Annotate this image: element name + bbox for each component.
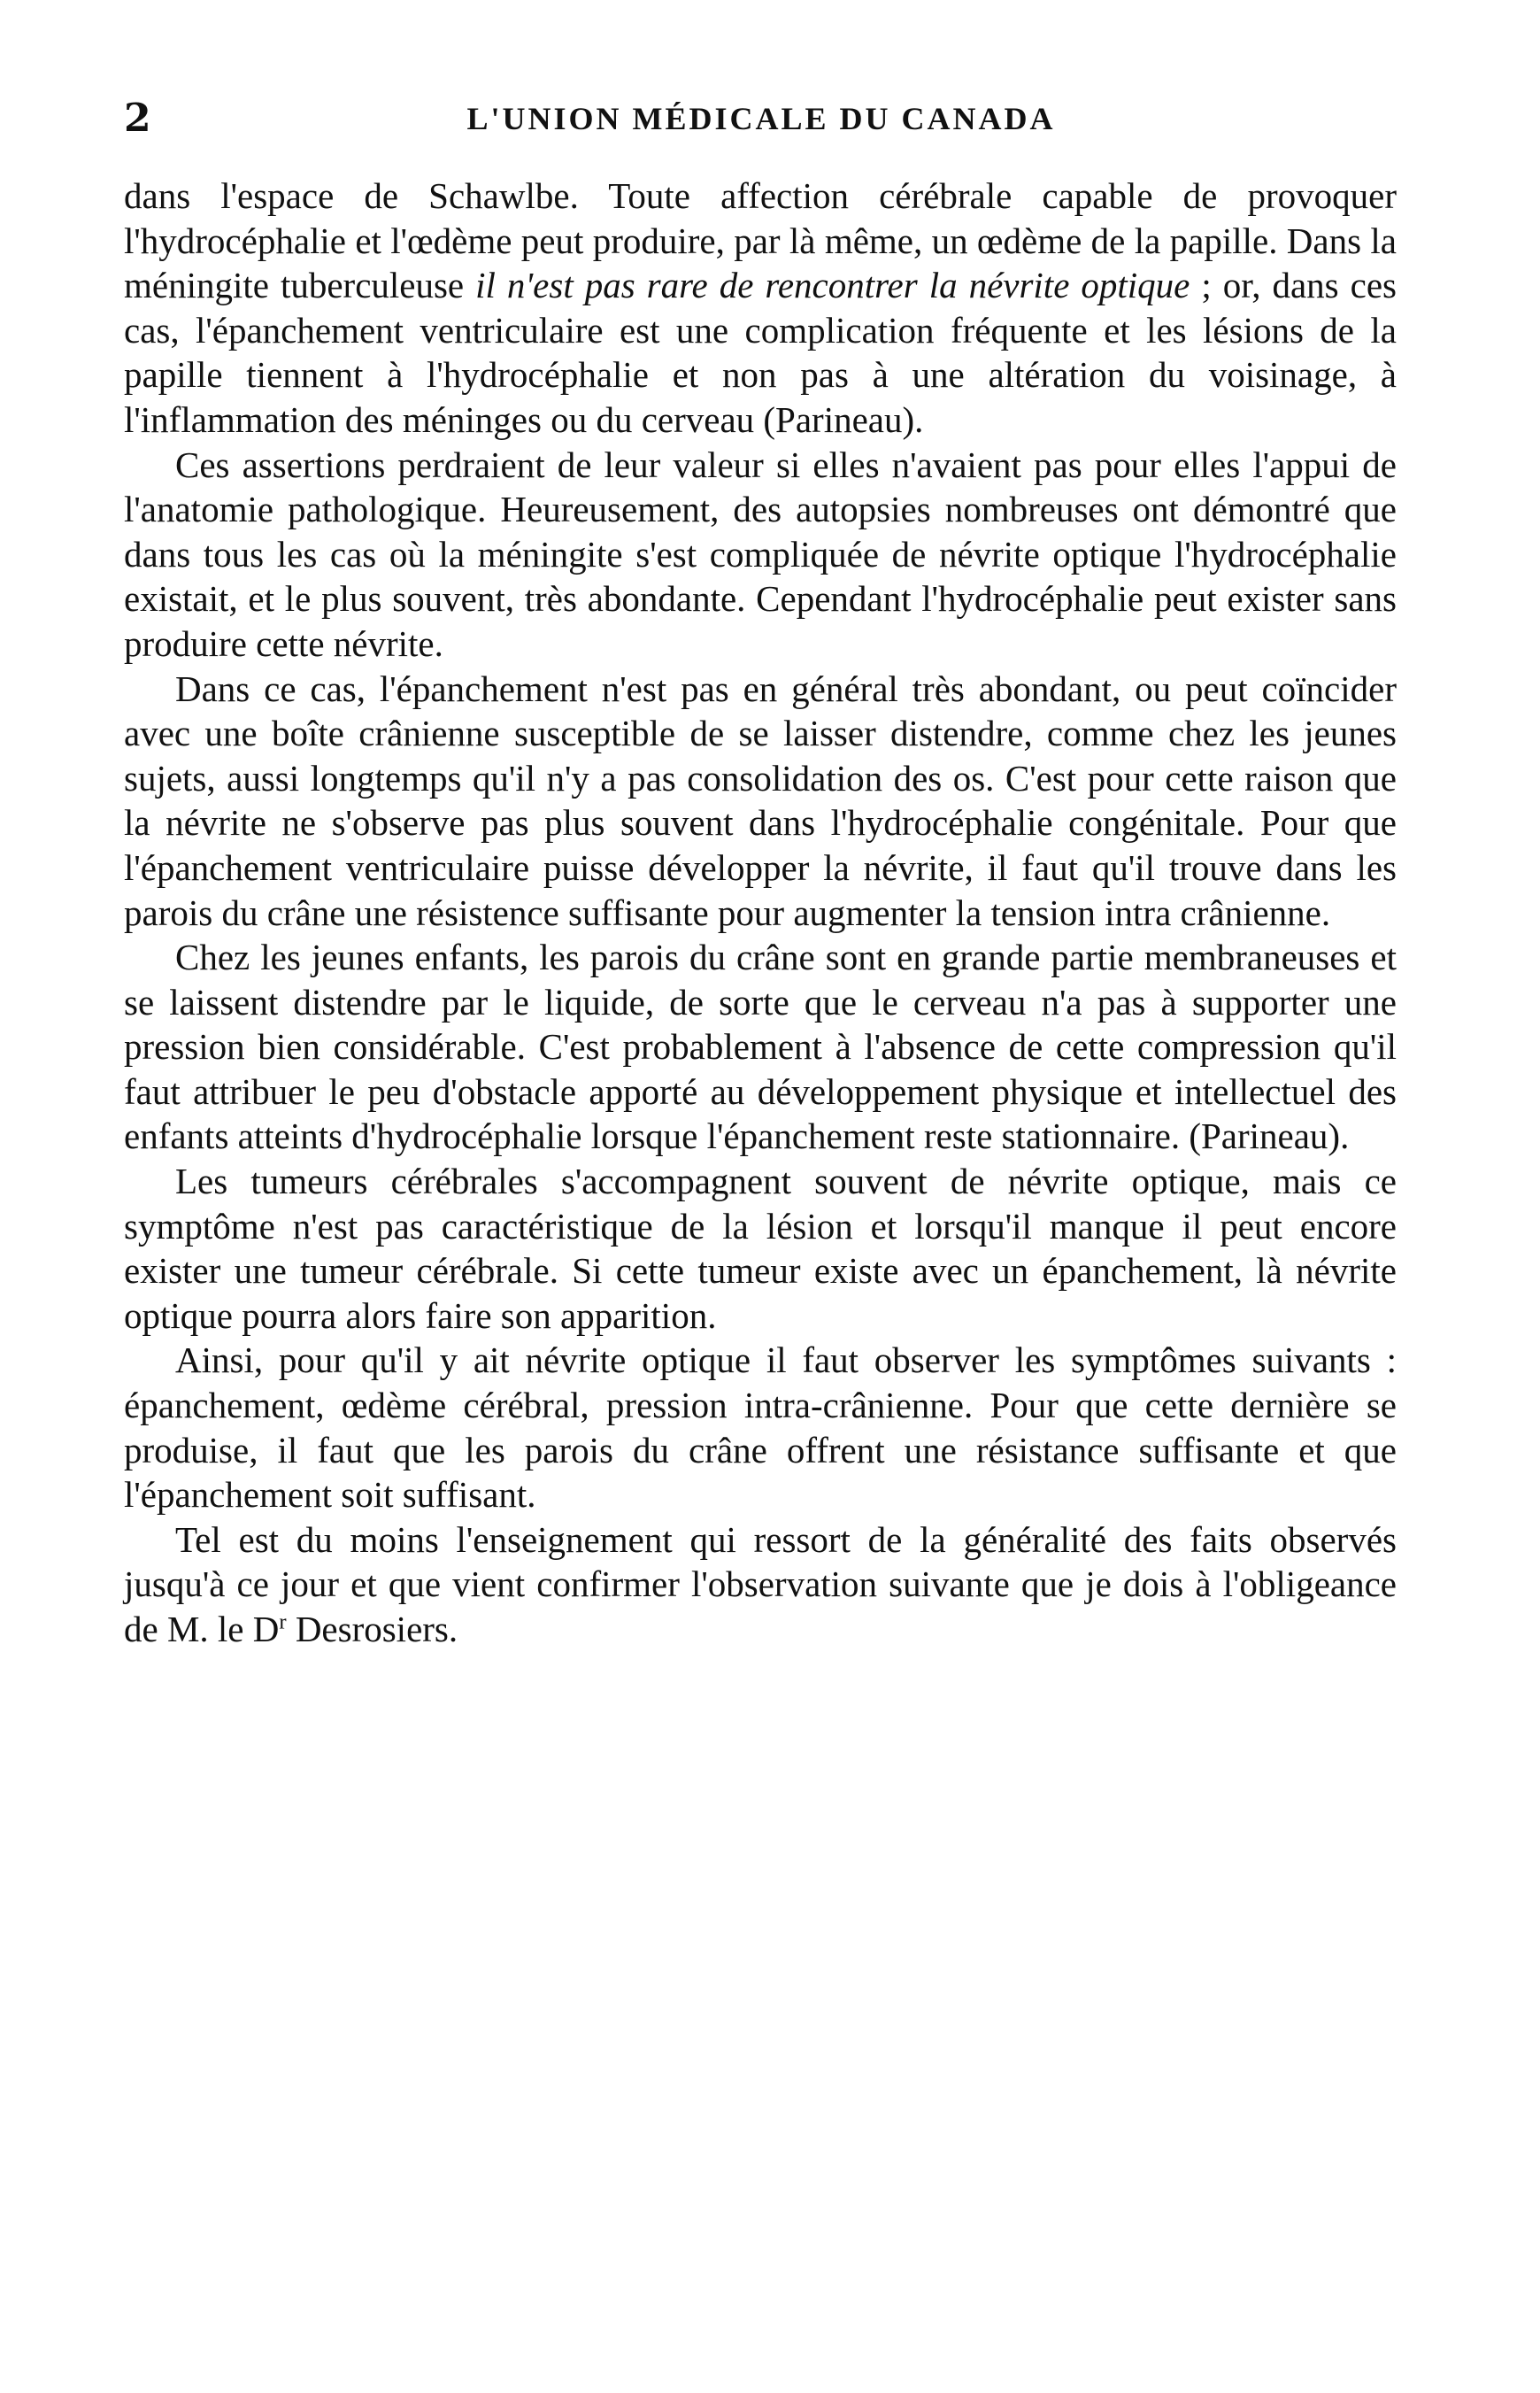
- paragraph-3: Dans ce cas, l'épanchement n'est pas en général très abondant, ou peut coïncider avec une boîte crânienne susceptible de se laisser distendre, comme chez les jeunes sujets, aussi longtemps qu'il n'y a pas consolidation des os. C'est pour cette raison que la névrite ne s'observe pas plus souvent dans l'hydrocéphalie congénitale. Pour que l'épanchement ventriculaire puisse développer la névrite, il faut qu'il trouve dans les parois du crâne une résistence suffisante pour augmenter la tension intra crânienne.: [124, 668, 1397, 933]
- paragraph-5: Les tumeurs cérébrales s'accompagnent souvent de névrite optique, mais ce symptôme n'est pas caractéristique de la lésion et lorsqu'il manque il peut encore exister une tumeur cérébrale. Si cette tumeur existe avec un épanchement, là névrite optique pourra alors faire son apparition.: [124, 1161, 1397, 1336]
- running-title: L'UNION MÉDICALE DU CANADA: [466, 101, 1056, 136]
- body-text: [124, 174, 1397, 1652]
- paragraph-1-text-a: dans l'espace de Schawlbe. Toute affection cérébrale capable de provoquer l'hydrocéphalie et l'œdème peut produire, par là même, un œdème de la papille. Dans la méningite tuberculeuse: [124, 175, 1397, 306]
- paragraph-1-text-b: ; or, dans ces cas, l'épanchement ventriculaire est une complication fréquente et les lésions de la papille tiennent à l'hydrocéphalie et non pas à une altération du voisinage, à l'inflammation des méninges ou du cerveau (Parineau).: [124, 265, 1397, 440]
- page-number: 2: [124, 96, 151, 141]
- paragraph-7-text-a: Tel est du moins l'enseignement qui ressort de la généralité des faits observés jusqu'à ce jour et que vient confirmer l'observation suivante que je dois à l'obligeance de M. le D: [124, 1518, 1397, 1649]
- paragraph-7: [124, 1517, 1397, 1652]
- paragraph-6: Ainsi, pour qu'il y ait névrite optique il faut observer les symptômes suivants : épanchement, œdème cérébral, pression intra-crânienne. Pour que cette dernière se produise, il faut que les parois du crâne offrent une résistance suffisante et que l'épanchement soit suffisant.: [124, 1339, 1397, 1516]
- paragraph-1: [124, 174, 1397, 443]
- paragraph-1-italic: il n'est pas rare de rencontrer la névrite optique: [475, 265, 1190, 306]
- paragraph-7-text-b: Desrosiers.: [286, 1609, 458, 1649]
- paragraph-2: Ces assertions perdraient de leur valeur si elles n'avaient pas pour elles l'appui de l'anatomie pathologique. Heureusement, des autopsies nombreuses ont démontré que dans tous les cas où la méningite s'est compliquée de névrite optique l'hydrocéphalie existait, et le plus souvent, très abondante. Cependant l'hydrocéphalie peut exister sans produire cette névrite.: [124, 444, 1397, 664]
- paragraph-4: Chez les jeunes enfants, les parois du crâne sont en grande partie membraneuses et se laissent distendre par le liquide, de sorte que le cerveau n'a pas à supporter une pression bien considérable. C'est probablement à l'absence de cette compression qu'il faut attribuer le peu d'obstacle apporté au développement physique et intellectuel des enfants atteints d'hydrocéphalie lorsque l'épanchement reste stationnaire. (Parineau).: [124, 937, 1397, 1157]
- page-header: [124, 92, 1398, 145]
- paragraph-7-superscript: r: [279, 1609, 287, 1634]
